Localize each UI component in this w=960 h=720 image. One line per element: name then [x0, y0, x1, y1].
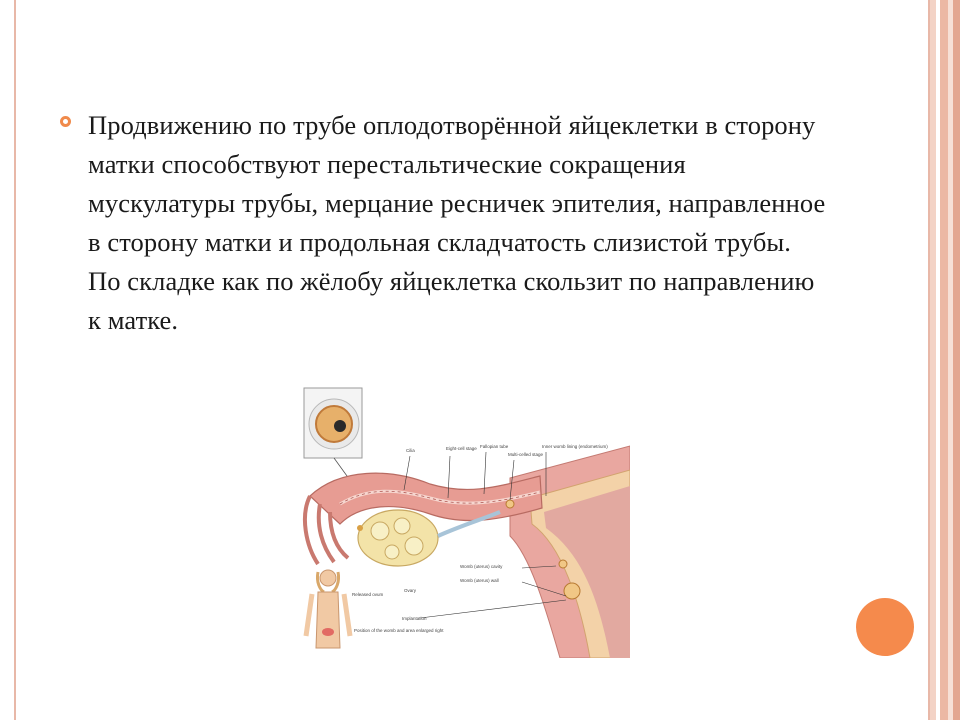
implantation-blastocyst: [564, 583, 580, 599]
label-eight-cell: Eight-cell stage: [446, 446, 477, 451]
ovary: [358, 510, 438, 566]
label-womb-wall: Womb (uterus) wall: [460, 578, 499, 583]
fallopian-tube-diagram: [300, 386, 630, 658]
stripe: [953, 0, 960, 720]
diagram-illustration: [300, 386, 630, 658]
decorative-stripes: [930, 0, 960, 720]
stripe: [940, 0, 948, 720]
released-ovum: [357, 525, 363, 531]
label-implantation: Implantation: [402, 616, 427, 621]
label-position: Position of the womb and area enlarged right: [354, 628, 444, 633]
bullet-circle-icon: [60, 116, 71, 127]
egg-nucleus: [334, 420, 346, 432]
label-multi-celled: Multi-celled stage: [508, 452, 544, 457]
decorative-orange-circle: [856, 598, 914, 656]
bullet-text: Продвижению по трубе оплодотворённой яйцеклетки в сторону матки способствуют перестальтические сокращения мускулатуры трубы, мерцание ресничек эпителия, направленное в сторону матки и продольная складчатость слизистой трубы. По складке как по жёлобу яйцеклетка скользит по направлению к матке.: [88, 110, 826, 335]
label-cilia: Cilia: [406, 448, 415, 453]
label-ovary: Ovary: [404, 588, 417, 593]
multi-celled-stage: [559, 560, 567, 568]
label-released-ovum: Released ovum: [352, 592, 384, 597]
label-womb-cavity: Womb (uterus) cavity: [460, 564, 503, 569]
label-inner-womb: Inner womb lining (endometrium): [542, 444, 608, 449]
eight-cell-stage: [506, 500, 514, 508]
label-fallopian: Fallopian tube: [480, 444, 509, 449]
